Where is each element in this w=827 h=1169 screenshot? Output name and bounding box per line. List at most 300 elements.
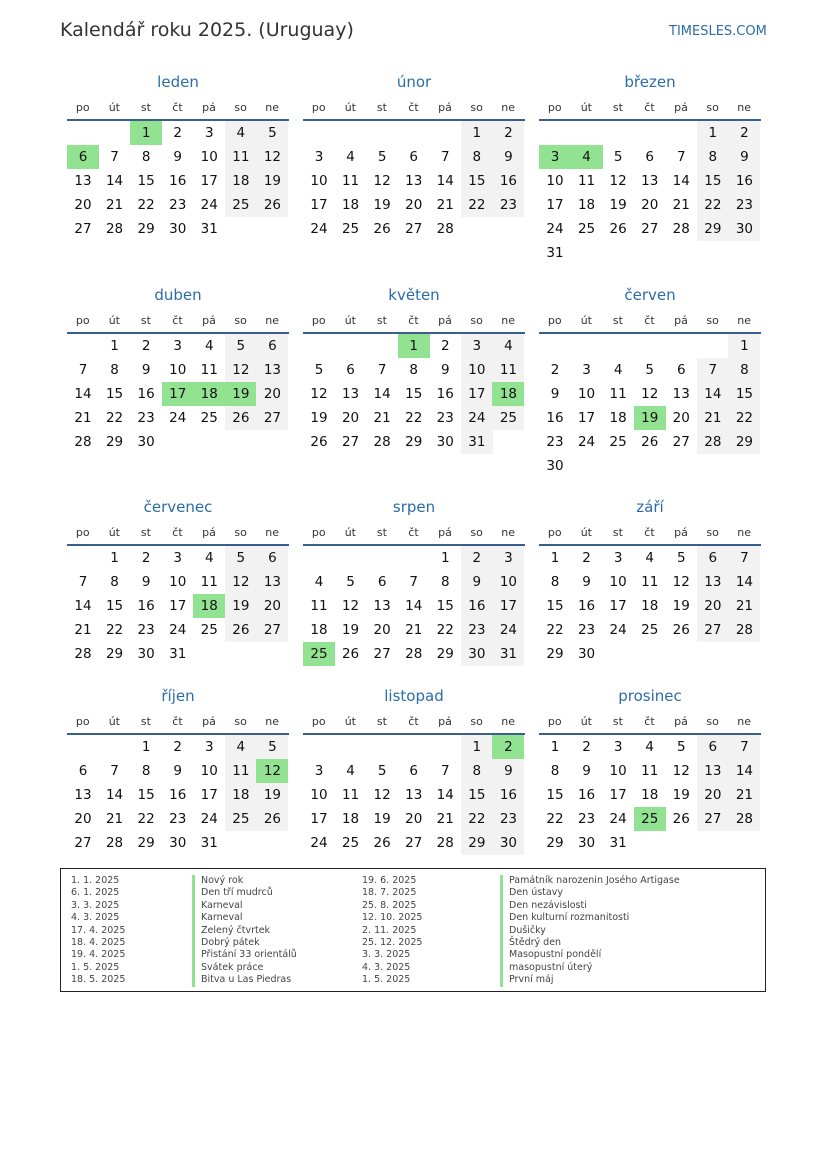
- day-cell: 26: [225, 406, 257, 430]
- day-cell: 13: [672, 386, 690, 402]
- month-name: srpen: [392, 498, 436, 516]
- weekday-label: pá: [438, 525, 452, 539]
- weekday-label: ne: [265, 313, 280, 327]
- day-cell: 15: [461, 169, 493, 193]
- day-cell: 30: [728, 217, 760, 241]
- day-cell: 10: [609, 763, 627, 779]
- day-cell: 16: [436, 386, 454, 402]
- weekday-label: po: [547, 100, 562, 114]
- day-cell: 13: [405, 173, 423, 189]
- weekday-label: ne: [265, 714, 280, 728]
- day-cell: 7: [440, 763, 450, 779]
- weekday-label: ne: [737, 525, 752, 539]
- day-cell: 6: [78, 763, 88, 779]
- day-cell: 18: [225, 783, 257, 807]
- day-cell: 4: [346, 149, 355, 165]
- day-cell: 22: [105, 410, 124, 426]
- weekday-label: st: [376, 313, 387, 327]
- day-cell: 7: [78, 362, 88, 378]
- day-cell: 26: [641, 434, 659, 450]
- day-cell: 14: [436, 173, 454, 189]
- day-cell: 28: [405, 646, 423, 662]
- day-cell: 2: [173, 739, 182, 755]
- day-cell: 21: [697, 406, 729, 430]
- day-cell: 5: [256, 121, 288, 145]
- day-cell: 10: [200, 763, 218, 779]
- day-cell: 12: [672, 574, 690, 590]
- day-cell: 2: [440, 338, 450, 354]
- day-cell: 5: [225, 546, 257, 570]
- day-cell: 26: [256, 807, 288, 831]
- day-cell: 16: [137, 386, 155, 402]
- day-cell: 5: [377, 763, 387, 779]
- legend-date: 1. 5. 2025: [71, 961, 120, 973]
- day-cell: 7: [676, 149, 686, 165]
- day-cell: 24: [310, 835, 328, 851]
- day-cell: 28: [436, 221, 454, 237]
- day-cell: 22: [697, 193, 729, 217]
- day-cell: 15: [546, 787, 564, 803]
- legend-date: 3. 3. 2025: [71, 899, 120, 911]
- day-cell: 30: [137, 646, 155, 662]
- weekday-header: [539, 520, 761, 544]
- day-cell: 27: [697, 618, 729, 642]
- day-cell: 15: [137, 173, 155, 189]
- legend-holiday-name: Přistání 33 orientálů: [192, 949, 297, 961]
- day-cell: 31: [461, 430, 493, 454]
- weekday-label: st: [612, 313, 623, 327]
- weekday-label: po: [311, 313, 326, 327]
- day-cell: 8: [550, 763, 560, 779]
- day-cell: 11: [577, 173, 596, 189]
- holiday-day-cell: 17: [162, 382, 194, 406]
- day-cell: 3: [173, 550, 182, 566]
- day-cell: 16: [577, 787, 596, 803]
- day-cell: 8: [728, 358, 760, 382]
- weekday-label: st: [140, 525, 151, 539]
- day-cell: 1: [110, 338, 119, 354]
- day-cell: 3: [461, 334, 493, 358]
- day-cell: 24: [200, 197, 218, 213]
- weekday-label: so: [706, 714, 719, 728]
- day-cell: 17: [169, 598, 187, 614]
- day-cell: 27: [256, 406, 288, 430]
- day-cell: 18: [641, 598, 659, 614]
- day-cell: 14: [436, 787, 454, 803]
- day-cell: 23: [137, 622, 155, 638]
- day-cell: 21: [105, 811, 124, 827]
- day-cell: 20: [341, 410, 360, 426]
- weekday-label: ne: [501, 313, 516, 327]
- day-cell: 2: [173, 125, 182, 141]
- day-cell: 18: [609, 410, 627, 426]
- day-cell: 17: [609, 598, 627, 614]
- day-cell: 10: [609, 574, 627, 590]
- day-cell: 11: [341, 787, 360, 803]
- legend-holiday-name: Bitva u Las Piedras: [192, 974, 291, 986]
- day-cell: 4: [225, 121, 257, 145]
- day-cell: 2: [461, 546, 493, 570]
- month-block: [539, 497, 761, 662]
- day-cell: 31: [200, 835, 218, 851]
- legend-date: 1. 1. 2025: [71, 875, 120, 886]
- day-cell: 9: [492, 759, 524, 783]
- day-cell: 19: [373, 197, 391, 213]
- weekday-label: čt: [408, 100, 419, 114]
- weekday-label: st: [376, 714, 387, 728]
- day-cell: 25: [200, 410, 218, 426]
- day-cell: 29: [546, 835, 564, 851]
- day-cell: 30: [137, 434, 155, 450]
- site-link[interactable]: TIMESLES.COM: [669, 24, 767, 39]
- day-cell: 6: [697, 735, 729, 759]
- weekday-label: pá: [674, 714, 688, 728]
- day-cell: 19: [256, 169, 288, 193]
- day-cell: 24: [577, 434, 596, 450]
- day-cell: 3: [314, 149, 324, 165]
- day-cell: 18: [225, 169, 257, 193]
- day-cell: 14: [373, 386, 391, 402]
- day-cell: 6: [409, 149, 418, 165]
- weekday-label: st: [376, 100, 387, 114]
- day-cell: 22: [137, 811, 155, 827]
- holiday-day-cell: 3: [539, 145, 571, 169]
- day-cell: 6: [697, 546, 729, 570]
- day-cell: 9: [141, 362, 151, 378]
- day-cell: 28: [105, 221, 124, 237]
- day-cell: 1: [440, 550, 450, 566]
- day-cell: 1: [461, 121, 493, 145]
- day-cell: 27: [405, 835, 423, 851]
- day-cell: 2: [141, 550, 151, 566]
- day-cell: 16: [137, 598, 155, 614]
- weekday-label: po: [547, 714, 562, 728]
- month-block: [67, 686, 289, 851]
- day-cell: 4: [314, 574, 324, 590]
- day-cell: 22: [137, 197, 155, 213]
- day-cell: 4: [204, 550, 214, 566]
- day-cell: 16: [728, 169, 760, 193]
- day-cell: 2: [582, 739, 591, 755]
- day-cell: 21: [74, 410, 92, 426]
- legend-holiday-name: Nový rok: [192, 875, 243, 887]
- day-cell: 25: [200, 622, 218, 638]
- month-block: [303, 686, 525, 851]
- day-cell: 21: [728, 783, 760, 807]
- legend-date: 25. 8. 2025: [362, 899, 417, 911]
- day-cell: 8: [409, 362, 418, 378]
- day-cell: 14: [697, 382, 729, 406]
- legend-date: 19. 4. 2025: [71, 949, 126, 961]
- day-cell: 8: [461, 759, 493, 783]
- day-cell: 17: [609, 787, 627, 803]
- day-cell: 27: [341, 434, 360, 450]
- day-cell: 13: [256, 570, 288, 594]
- weekday-label: čt: [408, 714, 419, 728]
- day-cell: 11: [225, 145, 257, 169]
- day-cell: 20: [256, 382, 288, 406]
- weekday-label: čt: [644, 714, 655, 728]
- day-cell: 1: [550, 739, 560, 755]
- weekday-header: [303, 95, 525, 119]
- day-cell: 16: [492, 783, 524, 807]
- day-cell: 6: [256, 546, 288, 570]
- weekday-label: so: [706, 525, 719, 539]
- day-cell: 20: [405, 811, 423, 827]
- day-cell: 7: [377, 362, 387, 378]
- day-cell: 25: [225, 807, 257, 831]
- day-cell: 8: [141, 763, 151, 779]
- weekday-label: ne: [265, 525, 280, 539]
- day-cell: 3: [492, 546, 524, 570]
- day-cell: 3: [613, 739, 623, 755]
- weekday-label: pá: [438, 100, 452, 114]
- day-cell: 15: [105, 598, 124, 614]
- day-cell: 17: [200, 173, 218, 189]
- day-cell: 23: [169, 811, 187, 827]
- month-name: září: [636, 498, 664, 516]
- day-cell: 7: [110, 763, 119, 779]
- day-cell: 27: [405, 221, 423, 237]
- day-cell: 25: [641, 622, 659, 638]
- day-cell: 26: [225, 618, 257, 642]
- month-block: [539, 285, 761, 474]
- day-cell: 13: [405, 787, 423, 803]
- day-cell: 14: [105, 787, 124, 803]
- day-cell: 3: [613, 550, 623, 566]
- day-cell: 20: [74, 811, 92, 827]
- day-cell: 29: [137, 835, 155, 851]
- weekday-label: út: [108, 714, 120, 728]
- day-cell: 9: [582, 763, 591, 779]
- day-cell: 7: [78, 574, 88, 590]
- weekday-label: so: [470, 525, 483, 539]
- weekday-label: čt: [172, 313, 183, 327]
- day-cell: 23: [461, 618, 493, 642]
- weekday-label: pá: [674, 100, 688, 114]
- month-name: prosinec: [618, 687, 682, 705]
- weekday-label: pá: [202, 313, 216, 327]
- day-cell: 27: [641, 221, 659, 237]
- day-cell: 3: [204, 125, 214, 141]
- holiday-legend: [60, 868, 766, 992]
- day-cell: 24: [169, 410, 187, 426]
- day-cell: 26: [310, 434, 328, 450]
- month-name: duben: [154, 286, 202, 304]
- month-name: leden: [157, 73, 199, 91]
- weekday-header: [539, 308, 761, 332]
- day-cell: 7: [409, 574, 418, 590]
- legend-date: 25. 12. 2025: [362, 937, 423, 948]
- day-cell: 19: [672, 787, 690, 803]
- day-cell: 2: [728, 121, 760, 145]
- day-cell: 26: [609, 221, 627, 237]
- legend-holiday-name: Masopustní pondělí: [500, 949, 601, 961]
- day-cell: 15: [405, 386, 423, 402]
- weekday-label: čt: [644, 100, 655, 114]
- day-cell: 13: [697, 570, 729, 594]
- legend-date: 3. 3. 2025: [362, 949, 411, 961]
- weekday-label: pá: [438, 313, 452, 327]
- day-cell: 17: [492, 594, 524, 618]
- day-cell: 15: [105, 386, 124, 402]
- month-name: květen: [388, 286, 440, 304]
- legend-date: 17. 4. 2025: [71, 924, 126, 936]
- day-cell: 21: [373, 410, 391, 426]
- day-cell: 20: [373, 622, 391, 638]
- weekday-label: út: [344, 100, 356, 114]
- day-cell: 22: [728, 406, 760, 430]
- day-cell: 2: [492, 121, 524, 145]
- day-cell: 20: [697, 594, 729, 618]
- day-cell: 3: [173, 338, 182, 354]
- day-cell: 9: [582, 574, 591, 590]
- weekday-label: čt: [172, 100, 183, 114]
- holiday-day-cell: 25: [634, 807, 666, 831]
- weekday-label: so: [470, 714, 483, 728]
- day-cell: 12: [256, 145, 288, 169]
- month-block: [303, 72, 525, 237]
- month-block: [67, 497, 289, 662]
- weekday-label: so: [234, 525, 247, 539]
- day-cell: 31: [169, 646, 187, 662]
- day-cell: 8: [440, 574, 450, 590]
- day-cell: 8: [697, 145, 729, 169]
- day-cell: 21: [436, 197, 454, 213]
- day-cell: 31: [609, 835, 627, 851]
- day-cell: 16: [169, 173, 187, 189]
- weekday-label: ne: [265, 100, 280, 114]
- day-cell: 24: [609, 811, 627, 827]
- day-cell: 25: [341, 835, 360, 851]
- day-cell: 25: [609, 434, 627, 450]
- day-cell: 27: [672, 434, 690, 450]
- day-cell: 4: [204, 338, 214, 354]
- day-cell: 14: [74, 598, 92, 614]
- day-cell: 19: [310, 410, 328, 426]
- day-cell: 20: [405, 197, 423, 213]
- weekday-label: po: [311, 525, 326, 539]
- day-cell: 5: [377, 149, 387, 165]
- day-cell: 5: [613, 149, 623, 165]
- day-cell: 13: [256, 358, 288, 382]
- weekday-label: út: [580, 100, 592, 114]
- day-cell: 20: [697, 783, 729, 807]
- day-cell: 2: [582, 550, 591, 566]
- legend-date: 18. 4. 2025: [71, 937, 126, 948]
- day-cell: 15: [728, 382, 760, 406]
- day-cell: 4: [492, 334, 524, 358]
- day-cell: 6: [346, 362, 355, 378]
- day-cell: 28: [672, 221, 690, 237]
- legend-holiday-name: Památník narozenin Josého Artigase: [500, 875, 680, 887]
- day-cell: 19: [373, 811, 391, 827]
- day-cell: 30: [436, 434, 454, 450]
- month-block: [303, 285, 525, 450]
- day-cell: 18: [310, 622, 328, 638]
- day-cell: 12: [609, 173, 627, 189]
- day-cell: 1: [461, 735, 493, 759]
- legend-holiday-name: Den kulturní rozmanitosti: [500, 912, 629, 924]
- day-cell: 17: [310, 811, 328, 827]
- day-cell: 22: [405, 410, 423, 426]
- day-cell: 16: [169, 787, 187, 803]
- legend-date: 18. 5. 2025: [71, 974, 126, 986]
- day-cell: 27: [256, 618, 288, 642]
- weekday-label: út: [580, 525, 592, 539]
- holiday-day-cell: 18: [492, 382, 524, 406]
- day-cell: 19: [609, 197, 627, 213]
- day-cell: 15: [461, 783, 493, 807]
- day-cell: 5: [314, 362, 324, 378]
- day-cell: 28: [436, 835, 454, 851]
- day-cell: 7: [110, 149, 119, 165]
- day-cell: 19: [672, 598, 690, 614]
- month-name: listopad: [384, 687, 444, 705]
- day-cell: 14: [728, 570, 760, 594]
- month-block: [303, 497, 525, 662]
- day-cell: 26: [256, 193, 288, 217]
- day-cell: 22: [436, 622, 454, 638]
- day-cell: 10: [461, 358, 493, 382]
- weekday-label: po: [75, 313, 90, 327]
- day-cell: 12: [225, 570, 257, 594]
- day-cell: 31: [200, 221, 218, 237]
- day-cell: 14: [74, 386, 92, 402]
- weekday-label: čt: [408, 313, 419, 327]
- day-cell: 21: [105, 197, 124, 213]
- day-cell: 17: [546, 197, 564, 213]
- day-cell: 1: [550, 550, 560, 566]
- day-cell: 16: [492, 169, 524, 193]
- day-cell: 4: [346, 763, 355, 779]
- day-cell: 15: [697, 169, 729, 193]
- weekday-label: út: [108, 313, 120, 327]
- day-cell: 23: [728, 193, 760, 217]
- legend-holiday-name: Den nezávislosti: [500, 900, 587, 912]
- day-cell: 13: [74, 787, 92, 803]
- day-cell: 10: [310, 173, 328, 189]
- holiday-day-cell: 19: [634, 406, 666, 430]
- weekday-label: pá: [202, 100, 216, 114]
- day-cell: 12: [641, 386, 659, 402]
- day-cell: 3: [582, 362, 591, 378]
- month-block: [539, 72, 761, 261]
- month-name: říjen: [161, 687, 195, 705]
- day-cell: 16: [577, 598, 596, 614]
- day-cell: 6: [676, 362, 686, 378]
- weekday-label: út: [344, 525, 356, 539]
- weekday-label: čt: [408, 525, 419, 539]
- day-cell: 1: [110, 550, 119, 566]
- day-cell: 1: [697, 121, 729, 145]
- month-block: [67, 285, 289, 450]
- day-cell: 6: [409, 763, 418, 779]
- day-cell: 23: [492, 807, 524, 831]
- day-cell: 11: [341, 173, 360, 189]
- day-cell: 1: [728, 334, 760, 358]
- weekday-label: st: [612, 525, 623, 539]
- day-cell: 24: [169, 622, 187, 638]
- weekday-header: [67, 520, 289, 544]
- day-cell: 9: [728, 145, 760, 169]
- day-cell: 10: [577, 386, 596, 402]
- weekday-header: [539, 95, 761, 119]
- day-cell: 4: [613, 362, 623, 378]
- weekday-label: čt: [644, 313, 655, 327]
- month-name: červenec: [143, 498, 213, 516]
- day-cell: 20: [672, 410, 690, 426]
